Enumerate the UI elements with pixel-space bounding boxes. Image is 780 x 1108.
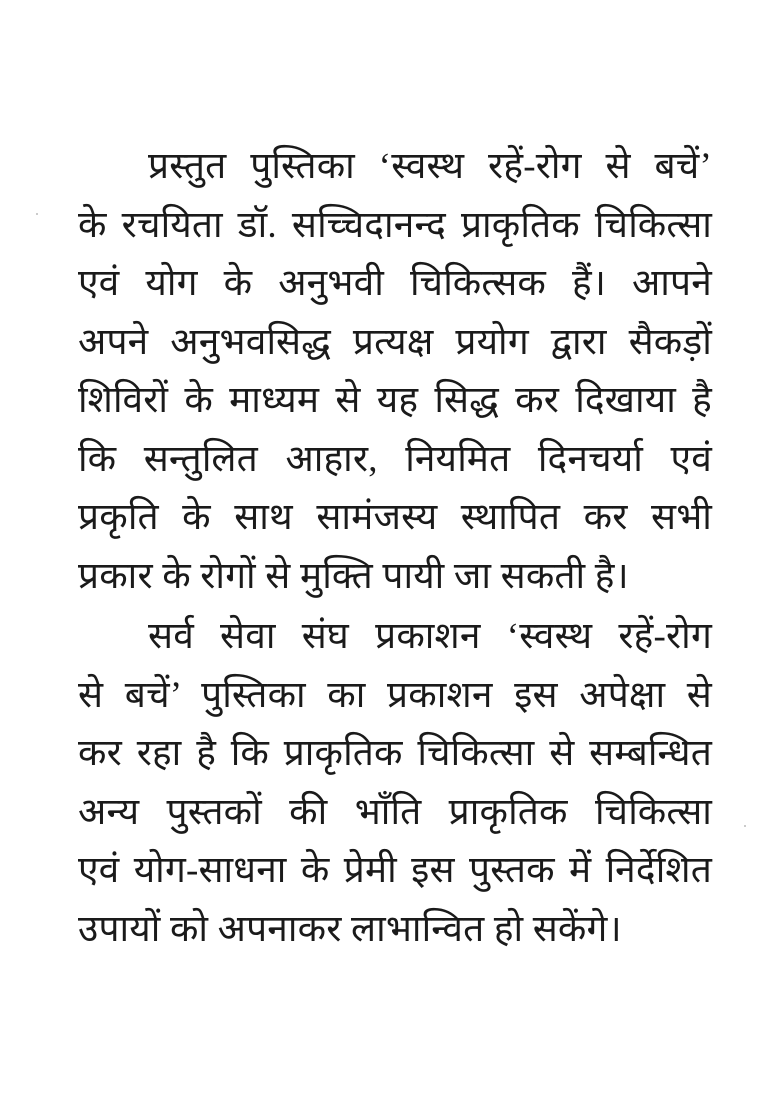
text-line: के रचयिता डॉ. सच्चिदानन्द प्राकृतिक चिकित्सा bbox=[78, 204, 712, 246]
text-line: से बचें’ पुस्तिका का प्रकाशन इस अपेक्षा से bbox=[78, 674, 712, 716]
scan-speck bbox=[36, 213, 38, 215]
text-line: अपने अनुभवसिद्ध प्रत्यक्ष प्रयोग द्वारा सैकड़ों bbox=[78, 321, 712, 363]
text-line: एवं योग के अनुभवी चिकित्सक हैं। आपने bbox=[78, 263, 712, 304]
text-line: एवं योग-साधना के प्रेमी इस पुस्तक में निर्देशित bbox=[78, 850, 712, 891]
paragraph-2 bbox=[78, 608, 712, 959]
text-line: प्रकार के रोगों से मुक्ति पायी जा सकती है। bbox=[78, 555, 629, 597]
text-line: कर रहा है कि प्राकृतिक चिकित्सा से सम्बन्धित bbox=[78, 733, 712, 774]
text-line: अन्य पुस्तकों की भाँति प्राकृतिक चिकित्सा bbox=[78, 791, 712, 833]
text-line: प्रस्तुत पुस्तिका ‘स्वस्थ रहें-रोग से बचें’ bbox=[148, 146, 712, 187]
text-line: प्रकृति के साथ सामंजस्य स्थापित कर सभी bbox=[78, 497, 712, 538]
text-line: उपायों को अपनाकर लाभान्वित हो सकेंगे। bbox=[78, 908, 622, 950]
text-line: कि सन्तुलित आहार, नियमित दिनचर्या एवं bbox=[78, 438, 712, 480]
text-line: शिविरों के माध्यम से यह सिद्ध कर दिखाया है bbox=[78, 380, 712, 421]
document-page bbox=[78, 138, 712, 959]
text-line: सर्व सेवा संघ प्रकाशन ‘स्वस्थ रहें-रोग bbox=[148, 616, 712, 657]
paragraph-1 bbox=[78, 138, 712, 606]
scan-speck bbox=[744, 825, 746, 827]
